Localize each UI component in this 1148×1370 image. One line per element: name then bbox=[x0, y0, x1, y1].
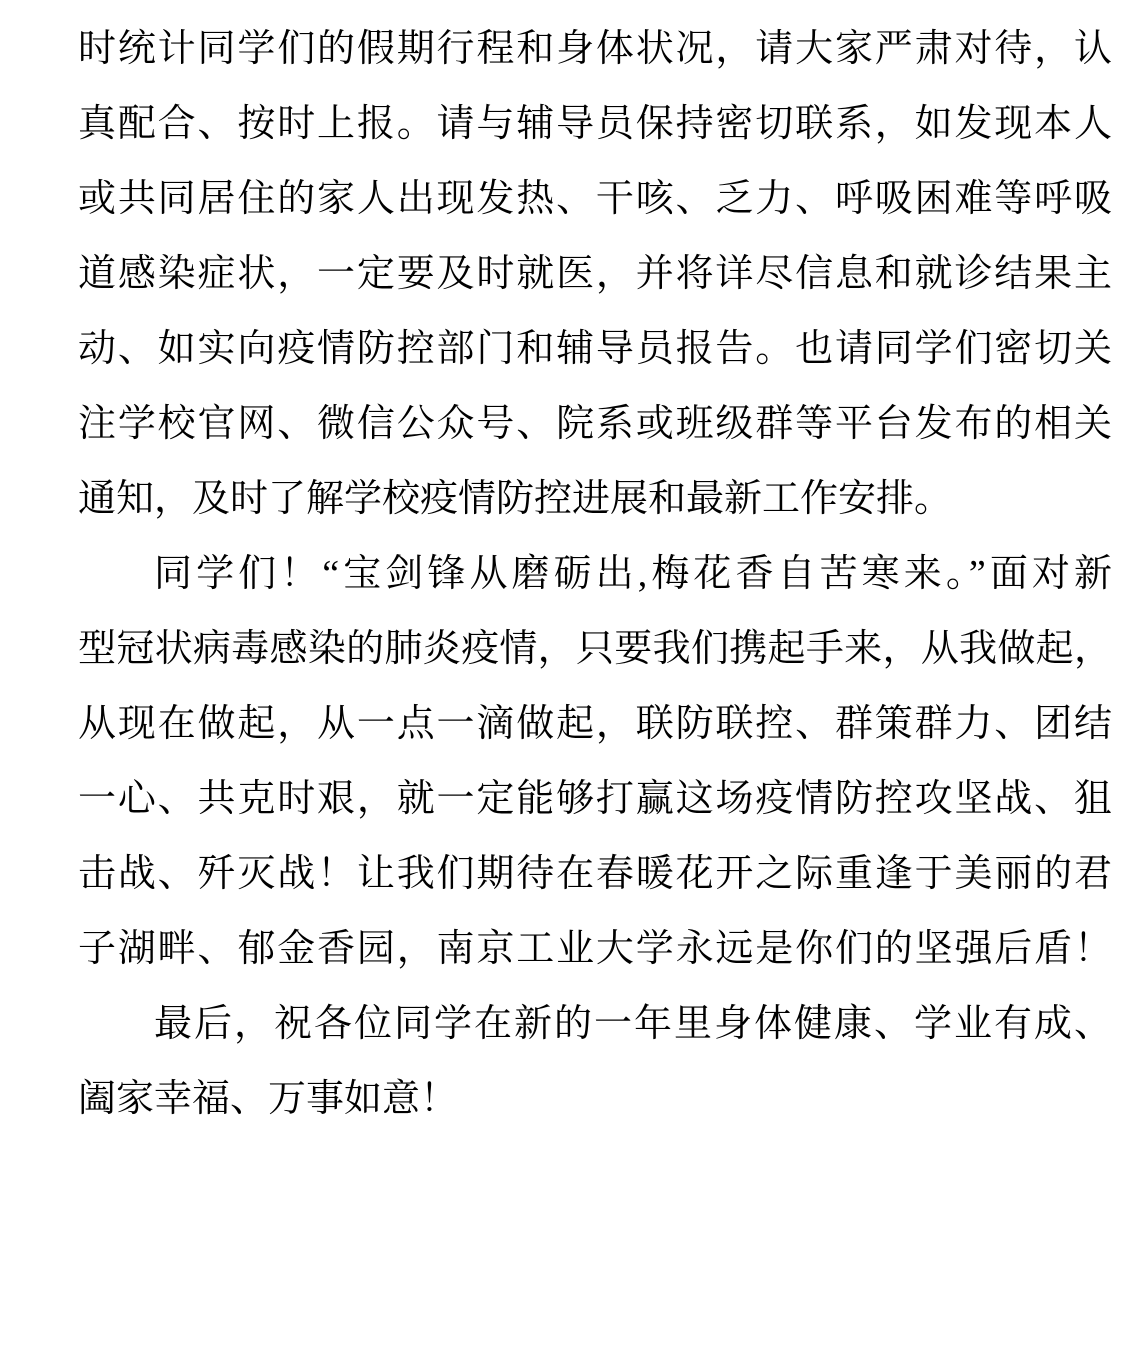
text-line: 最后，祝各位同学在新的一年里身体健康、学业有成、 bbox=[154, 1003, 1112, 1045]
text-line: 通知，及时了解学校疫情防控进展和最新工作安排。 bbox=[78, 478, 953, 520]
paragraph-closing-wishes bbox=[78, 987, 1112, 1137]
text-line: 动、如实向疫情防控部门和辅导员报告。也请同学们密切关 bbox=[78, 328, 1112, 370]
text-line: 道感染症状，一定要及时就医，并将详尽信息和就诊结果主 bbox=[78, 253, 1112, 295]
text-line: 型冠状病毒感染的肺炎疫情，只要我们携起手来，从我做起， bbox=[78, 628, 1112, 670]
text-line: 击战、歼灭战！让我们期待在春暖花开之际重逢于美丽的君 bbox=[78, 853, 1112, 895]
text-line: 真配合、按时上报。请与辅导员保持密切联系，如发现本人 bbox=[78, 103, 1112, 145]
text-line: 同学们！“宝剑锋从磨砺出,梅花香自苦寒来。”面对新 bbox=[154, 553, 1112, 595]
text-line: 一心、共克时艰，就一定能够打赢这场疫情防控攻坚战、狙 bbox=[78, 778, 1112, 820]
text-line: 阖家幸福、万事如意！ bbox=[78, 1078, 459, 1120]
text-line: 时统计同学们的假期行程和身体状况，请大家严肃对待，认 bbox=[78, 28, 1112, 70]
text-line: 子湖畔、郁金香园，南京工业大学永远是你们的坚强后盾！ bbox=[78, 928, 1112, 970]
text-line: 从现在做起，从一点一滴做起，联防联控、群策群力、团结 bbox=[78, 703, 1112, 745]
text-line: 注学校官网、微信公众号、院系或班级群等平台发布的相关 bbox=[78, 403, 1112, 445]
paragraph-encouragement bbox=[78, 537, 1112, 987]
text-line: 或共同居住的家人出现发热、干咳、乏力、呼吸困难等呼吸 bbox=[78, 178, 1112, 220]
paragraph-health-reporting bbox=[78, 12, 1112, 537]
